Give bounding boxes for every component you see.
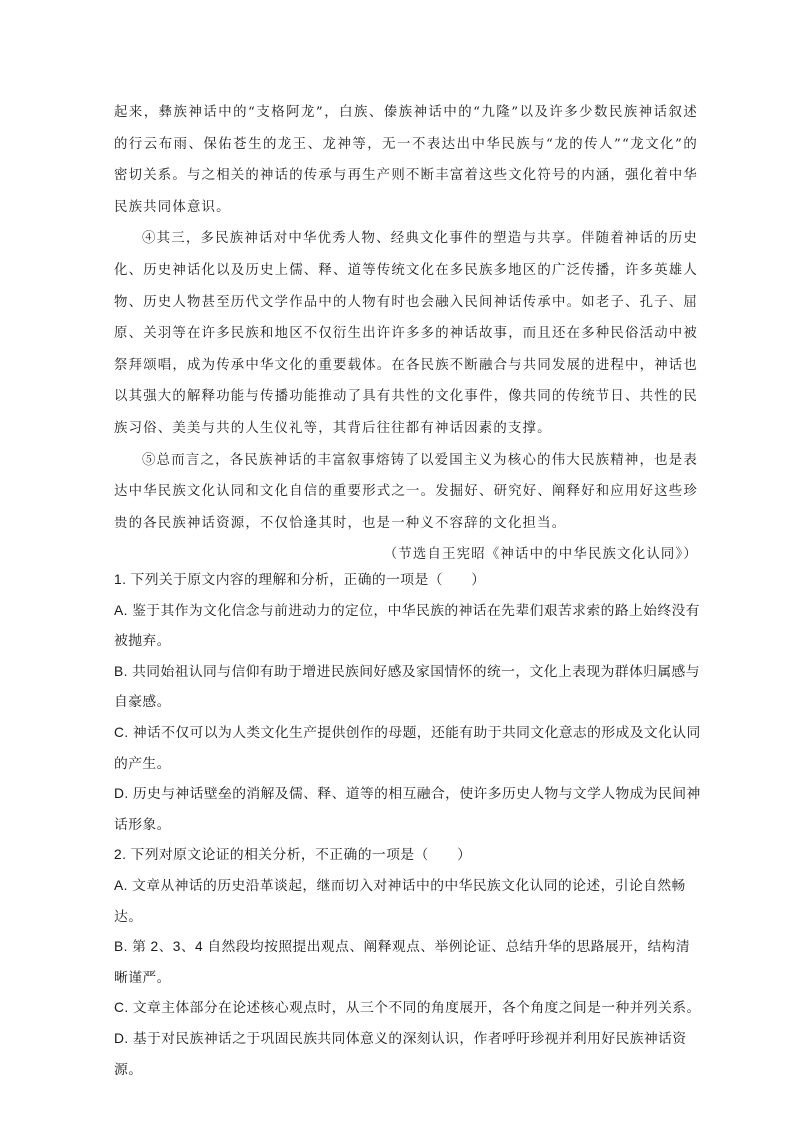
passage-source: （节选自王宪昭《神话中的中华民族文化认同》） — [383, 547, 698, 563]
question-option-d: D. 历史与神话壁垒的消解及儒、释、道等的相互融合，使许多历史人物与文学人物成为民间神话形象。 — [114, 786, 701, 832]
question-option-b: B. 共同始祖认同与信仰有助于增进民族间好感及家国情怀的统一，文化上表现为群体归属感与自豪感。 — [114, 663, 700, 710]
question-stem: 2. 下列对原文论证的相关分析，不正确的一项是（ ） — [114, 847, 472, 863]
question-option-a: A. 鉴于其作为文化信念与前进动力的定位，中华民族的神话在先辈们艰苦求索的路上始终没有被抛弃。 — [114, 602, 700, 649]
question-stem: 1. 下列关于原文内容的理解和分析，正确的一项是（ ） — [114, 572, 486, 587]
question-option-c: C. 文章主体部分在论述核心观点时，从三个不同的角度展开，各个角度之间是一种并列关系。 — [114, 1000, 701, 1016]
question-section — [114, 565, 702, 1085]
passage-paragraph-4: ④其三，多民族神话对中华优秀人物、经典文化事件的塑造与共享。伴随着神话的历史化、历史神话化以及历史上儒、释、道等传统文化在多民族多地区的广泛传播，许多英雄人物、历史人物甚至历代文学作品中的人物有时也会融入民间神话传承中。如老子、孔子、屈原、关羽等在许多民族和地区不仅衍生出许许多多的神话故事，而且还在多种民俗活动中被祭拜颂唱，成为传承中华文化的重要载体。在各民族不断融合与共同发展的进程中，神话也以其强大的解释功能与传播功能推动了具有共性的文化事件，像共同的传统节日、共性的民族习俗、美美与共的人生仪礼等，其背后往往都有神话因素的支撑。 — [114, 231, 698, 436]
question-option-a: A. 文章从神话的历史沿革谈起，继而切入对神话中的中华民族文化认同的论述，引论自然畅达。 — [114, 877, 686, 924]
question-1 — [114, 565, 702, 840]
question-option-c: C. 神话不仅可以为人类文化生产提供创作的母题，还能有助于共同文化意志的形成及文化认同的产生。 — [114, 724, 701, 771]
passage-paragraph-5: ⑤总而言之，各民族神话的丰富叙事熔铸了以爱国主义为核心的伟大民族精神，也是表达中华民族文化认同和文化自信的重要形式之一。发掘好、研究好、阐释好和应用好这些珍贵的各民族神话资源，不仅恰逢其时，也是一种义不容辞的文化担当。 — [114, 452, 698, 531]
question-option-b: B. 第 2、3、4 自然段均按照提出观点、阐释观点、举例论证、总结升华的思路展开，结构清晰谨严。 — [114, 939, 691, 985]
reading-passage — [114, 97, 698, 571]
question-2 — [114, 840, 702, 1085]
passage-paragraph-continued: 起来，彝族神话中的“支格阿龙”，白族、傣族神话中的“九隆”以及许多少数民族神话叙述的行云布雨、保佑苍生的龙王、龙神等，无一不表达出中华民族与“龙的传人”“龙文化”的密切关系。与之相关的神话的传承与再生产则不断丰富着这些文化符号的内涵，强化着中华民族共同体意识。 — [114, 105, 698, 215]
question-option-d: D. 基于对民族神话之于巩固民族共同体意义的深刻认识，作者呼吁珍视并利用好民族神话资源。 — [114, 1030, 687, 1077]
